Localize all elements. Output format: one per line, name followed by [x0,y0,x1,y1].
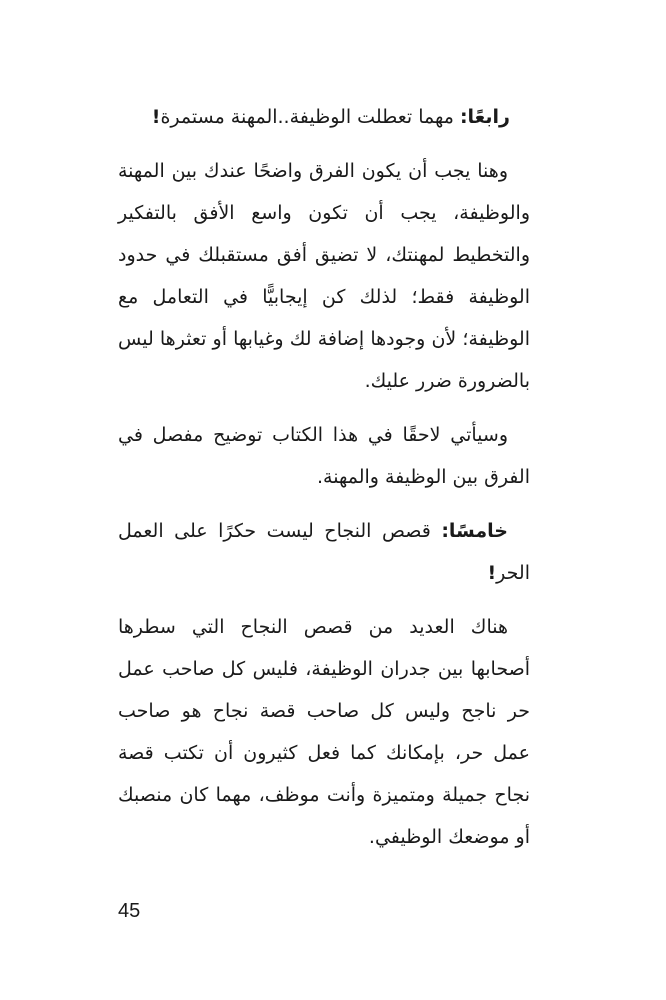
section-four-heading [118,96,530,138]
section-four-heading-lead: رابعًا: [459,106,510,128]
section-five-heading [118,510,530,594]
section-five-heading-lead: خامسًا: [441,520,508,542]
page-body [118,96,530,858]
section-five-heading-exclamation: ! [487,562,497,584]
section-five-heading-text: قصص النجاح ليست حكرًا على العمل الحر [118,520,530,584]
section-four-heading-exclamation: ! [151,106,161,128]
page-number: 45 [118,900,141,922]
section-four-heading-text: مهما تعطلت الوظيفة..المهنة مستمرة [160,106,460,128]
section-four-paragraph-two: وسيأتي لاحقًا في هذا الكتاب توضيح مفصل في الفرق بين الوظيفة والمهنة. [118,424,530,488]
section-five-paragraph-one: هناك العديد من قصص النجاح التي سطرها أصحابها بين جدران الوظيفة، فليس كل صاحب عمل حر ناجح وليس كل صاحب قصة نجاح هو صاحب عمل حر، بإمكانك كما فعل كثيرون أن تكتب قصة نجاح جميلة ومتميزة وأنت موظف، مهما كان منصبك أو موضعك الوظيفي. [118,616,530,848]
section-four-paragraph-one: وهنا يجب أن يكون الفرق واضحًا عندك بين المهنة والوظيفة، يجب أن تكون واسع الأفق بالتفكير والتخطيط لمهنتك، لا تضيق أفق مستقبلك في حدود الوظيفة فقط؛ لذلك كن إيجابيًّا في التعامل مع الوظيفة؛ لأن وجودها إضافة لك وغيابها أو تعثرها ليس بالضرورة ضرر عليك. [118,160,530,392]
